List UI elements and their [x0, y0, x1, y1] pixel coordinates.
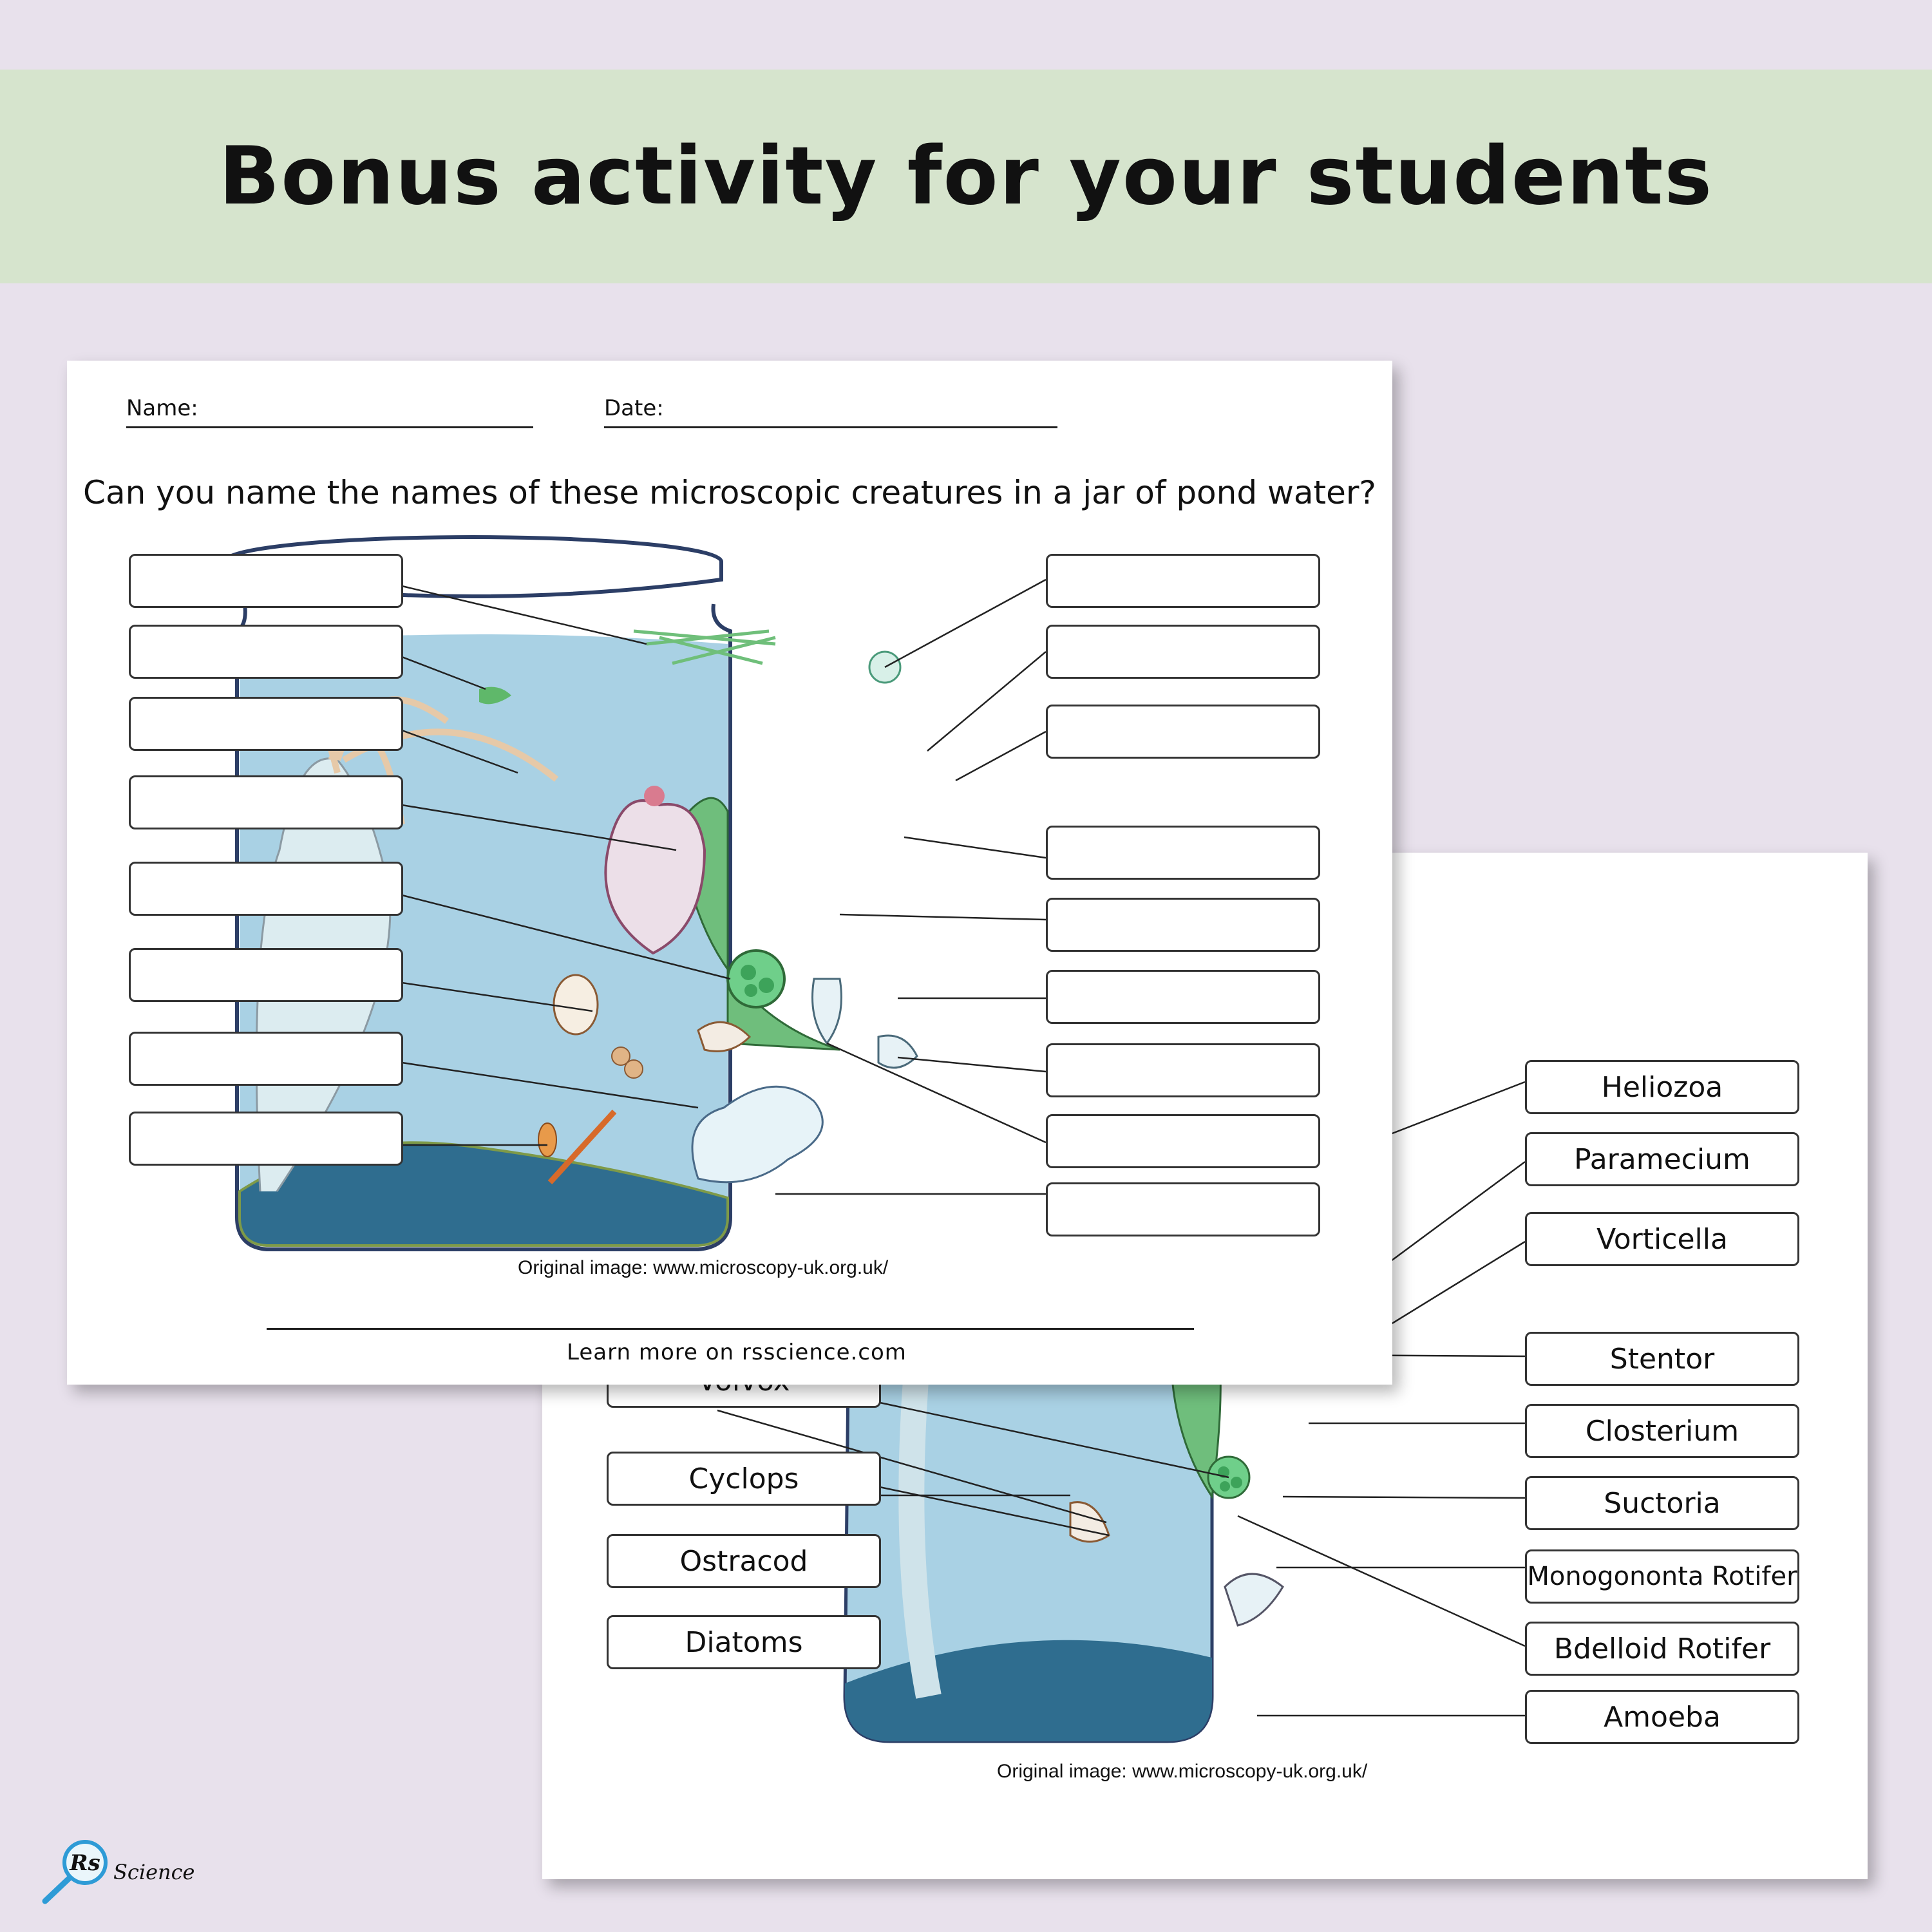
answer-label-suctoria: Suctoria	[1525, 1476, 1799, 1530]
banner-title: Bonus activity for your students	[218, 130, 1714, 223]
blank-answer-box[interactable]	[129, 1032, 403, 1086]
blank-answer-box[interactable]	[1046, 898, 1320, 952]
blank-answer-box[interactable]	[129, 948, 403, 1002]
footer-link-text: Learn more on rsscience.com	[567, 1340, 907, 1365]
footer-divider	[267, 1328, 1194, 1330]
logo-text: Science	[113, 1860, 195, 1884]
blank-answer-box[interactable]	[129, 1112, 403, 1166]
answer-label-amoeba: Amoeba	[1525, 1690, 1799, 1744]
answer-label-closterium: Closterium	[1525, 1404, 1799, 1458]
answer-label-bdelloid-rotifer: Bdelloid Rotifer	[1525, 1622, 1799, 1676]
blank-answer-box[interactable]	[1046, 1182, 1320, 1236]
answer-label-diatoms: Diatoms	[607, 1615, 881, 1669]
logo-mark: Rs	[70, 1850, 100, 1876]
rs-science-logo	[36, 1834, 195, 1905]
blank-answer-box[interactable]	[1046, 705, 1320, 759]
answer-label-cyclops: Cyclops	[607, 1452, 881, 1506]
worksheet-credit: Original image: www.microscopy-uk.org.uk/	[518, 1257, 889, 1278]
blank-answer-box[interactable]	[1046, 826, 1320, 880]
answer-label-ostracod: Ostracod	[607, 1534, 881, 1588]
blank-answer-box[interactable]	[1046, 625, 1320, 679]
worksheet-question: Can you name the names of these microscopic creatures in a jar of pond water?	[83, 474, 1376, 511]
date-label: Date:	[604, 395, 664, 421]
blank-answer-box[interactable]	[1046, 554, 1320, 608]
answer-label-stentor: Stentor	[1525, 1332, 1799, 1386]
magnifier-logo-icon	[36, 1834, 113, 1905]
answer-label-vorticella: Vorticella	[1525, 1212, 1799, 1266]
blank-answer-box[interactable]	[129, 625, 403, 679]
blank-answer-box[interactable]	[129, 554, 403, 608]
answer-label-heliozoa: Heliozoa	[1525, 1060, 1799, 1114]
worksheet	[67, 361, 1392, 1385]
blank-answer-box[interactable]	[1046, 1114, 1320, 1168]
blank-answer-box[interactable]	[129, 775, 403, 829]
answer-label-monogononta-rotifer: Monogononta Rotifer	[1525, 1549, 1799, 1604]
blank-answer-box[interactable]	[129, 862, 403, 916]
blank-answer-box[interactable]	[129, 697, 403, 751]
header-banner	[0, 70, 1932, 283]
blank-answer-box[interactable]	[1046, 970, 1320, 1024]
name-label: Name:	[126, 395, 198, 421]
answer-sheet-credit: Original image: www.microscopy-uk.org.uk/	[997, 1761, 1368, 1782]
blank-answer-box[interactable]	[1046, 1043, 1320, 1097]
answer-label-paramecium: Paramecium	[1525, 1132, 1799, 1186]
